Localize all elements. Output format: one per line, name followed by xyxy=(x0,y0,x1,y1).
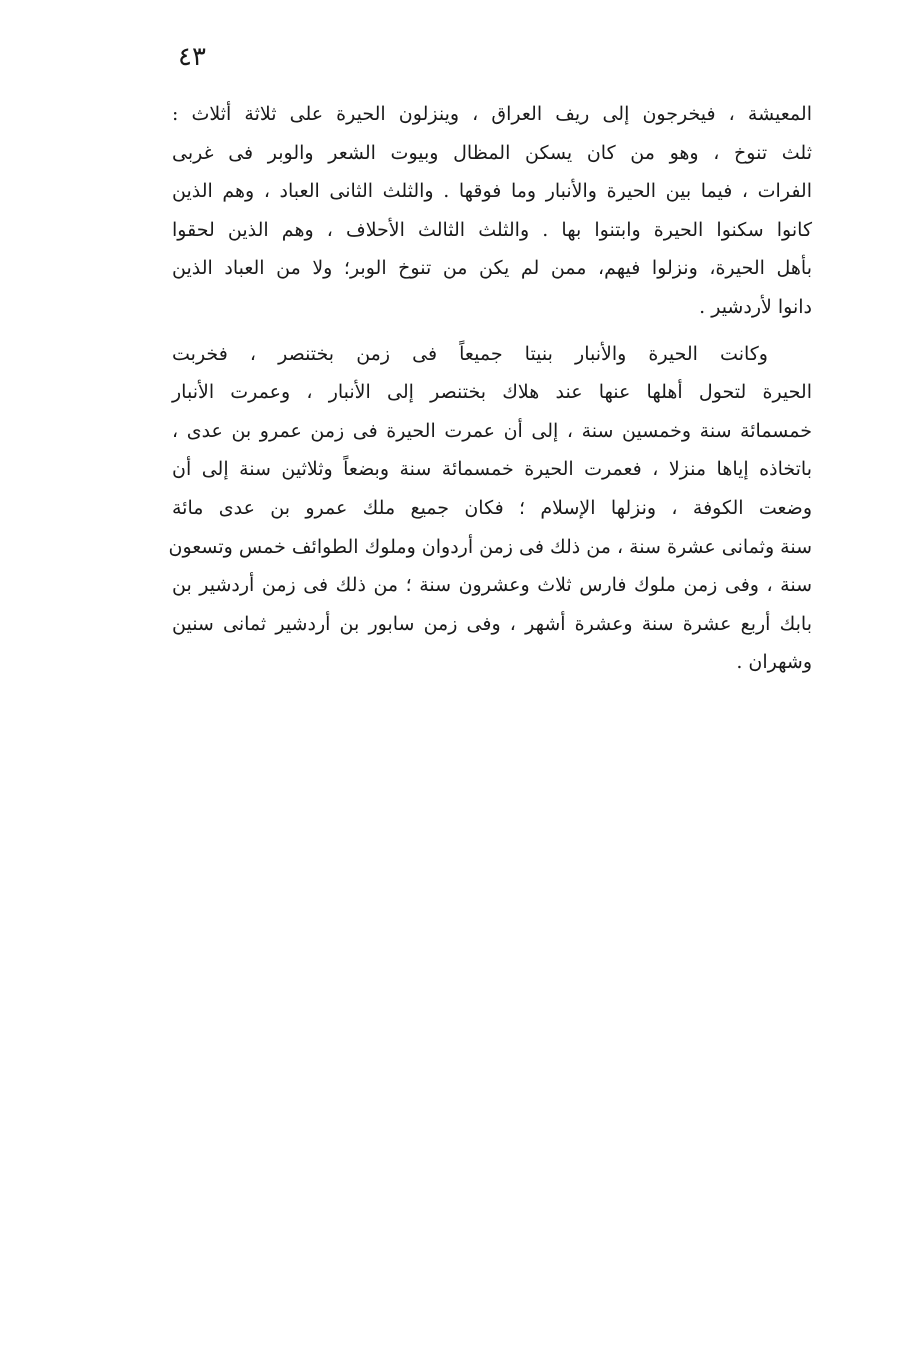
text-line: بابك أربع عشرة سنة وعشرة أشهر ، وفى زمن سابور بن أردشير ثمانى سنين xyxy=(172,612,812,635)
text-line: كانوا سكنوا الحيرة وابتنوا بها . والثلث الثالث الأحلاف ، وهم الذين لحقوا xyxy=(172,218,812,241)
text-line: الفرات ، فيما بين الحيرة والأنبار وما فوقها . والثلث الثانى العباد ، وهم الذين xyxy=(172,180,812,203)
body-text xyxy=(168,95,812,682)
text-line: وشهران . xyxy=(736,651,812,674)
page-number: ٤٣ xyxy=(178,42,206,72)
text-line: وضعت الكوفة ، ونزلها الإسلام ؛ فكان جميع ملك عمرو بن عدى مائة xyxy=(172,496,812,519)
text-line: سنة ، وفى زمن ملوك فارس ثلاث وعشرون سنة ؛ من ذلك فى زمن أردشير بن xyxy=(172,574,812,597)
text-line: دانوا لأردشير . xyxy=(699,295,812,318)
text-line: بأهل الحيرة، ونزلوا فيهم، ممن لم يكن من تنوخ الوبر؛ ولا من العباد الذين xyxy=(172,257,812,280)
text-line: باتخاذه إياها منزلا ، فعمرت الحيرة خمسمائة سنة وبضعاً وثلاثين سنة إلى أن xyxy=(172,458,812,481)
text-line: المعيشة ، فيخرجون إلى ريف العراق ، وينزلون الحيرة على ثلاثة أثلاث : xyxy=(172,103,812,125)
text-line: الحيرة لتحول أهلها عنها عند هلاك بختنصر إلى الأنبار ، وعمرت الأنبار xyxy=(172,381,812,404)
paragraph xyxy=(172,95,812,327)
text-line: ثلث تنوخ ، وهو من كان يسكن المظال وبيوت الشعر والوبر فى غربى xyxy=(172,141,812,164)
paragraph xyxy=(168,335,812,682)
text-line: خمسمائة سنة وخمسين سنة ، إلى أن عمرت الحيرة فى زمن عمرو بن عدى ، xyxy=(172,419,812,442)
text-line: سنة وثمانى عشرة سنة ، من ذلك فى زمن أردوان وملوك الطوائف خمس وتسعون xyxy=(168,535,812,558)
text-line: وكانت الحيرة والأنبار بنيتا جميعاً فى زمن بختنصر ، فخربت xyxy=(172,342,768,365)
